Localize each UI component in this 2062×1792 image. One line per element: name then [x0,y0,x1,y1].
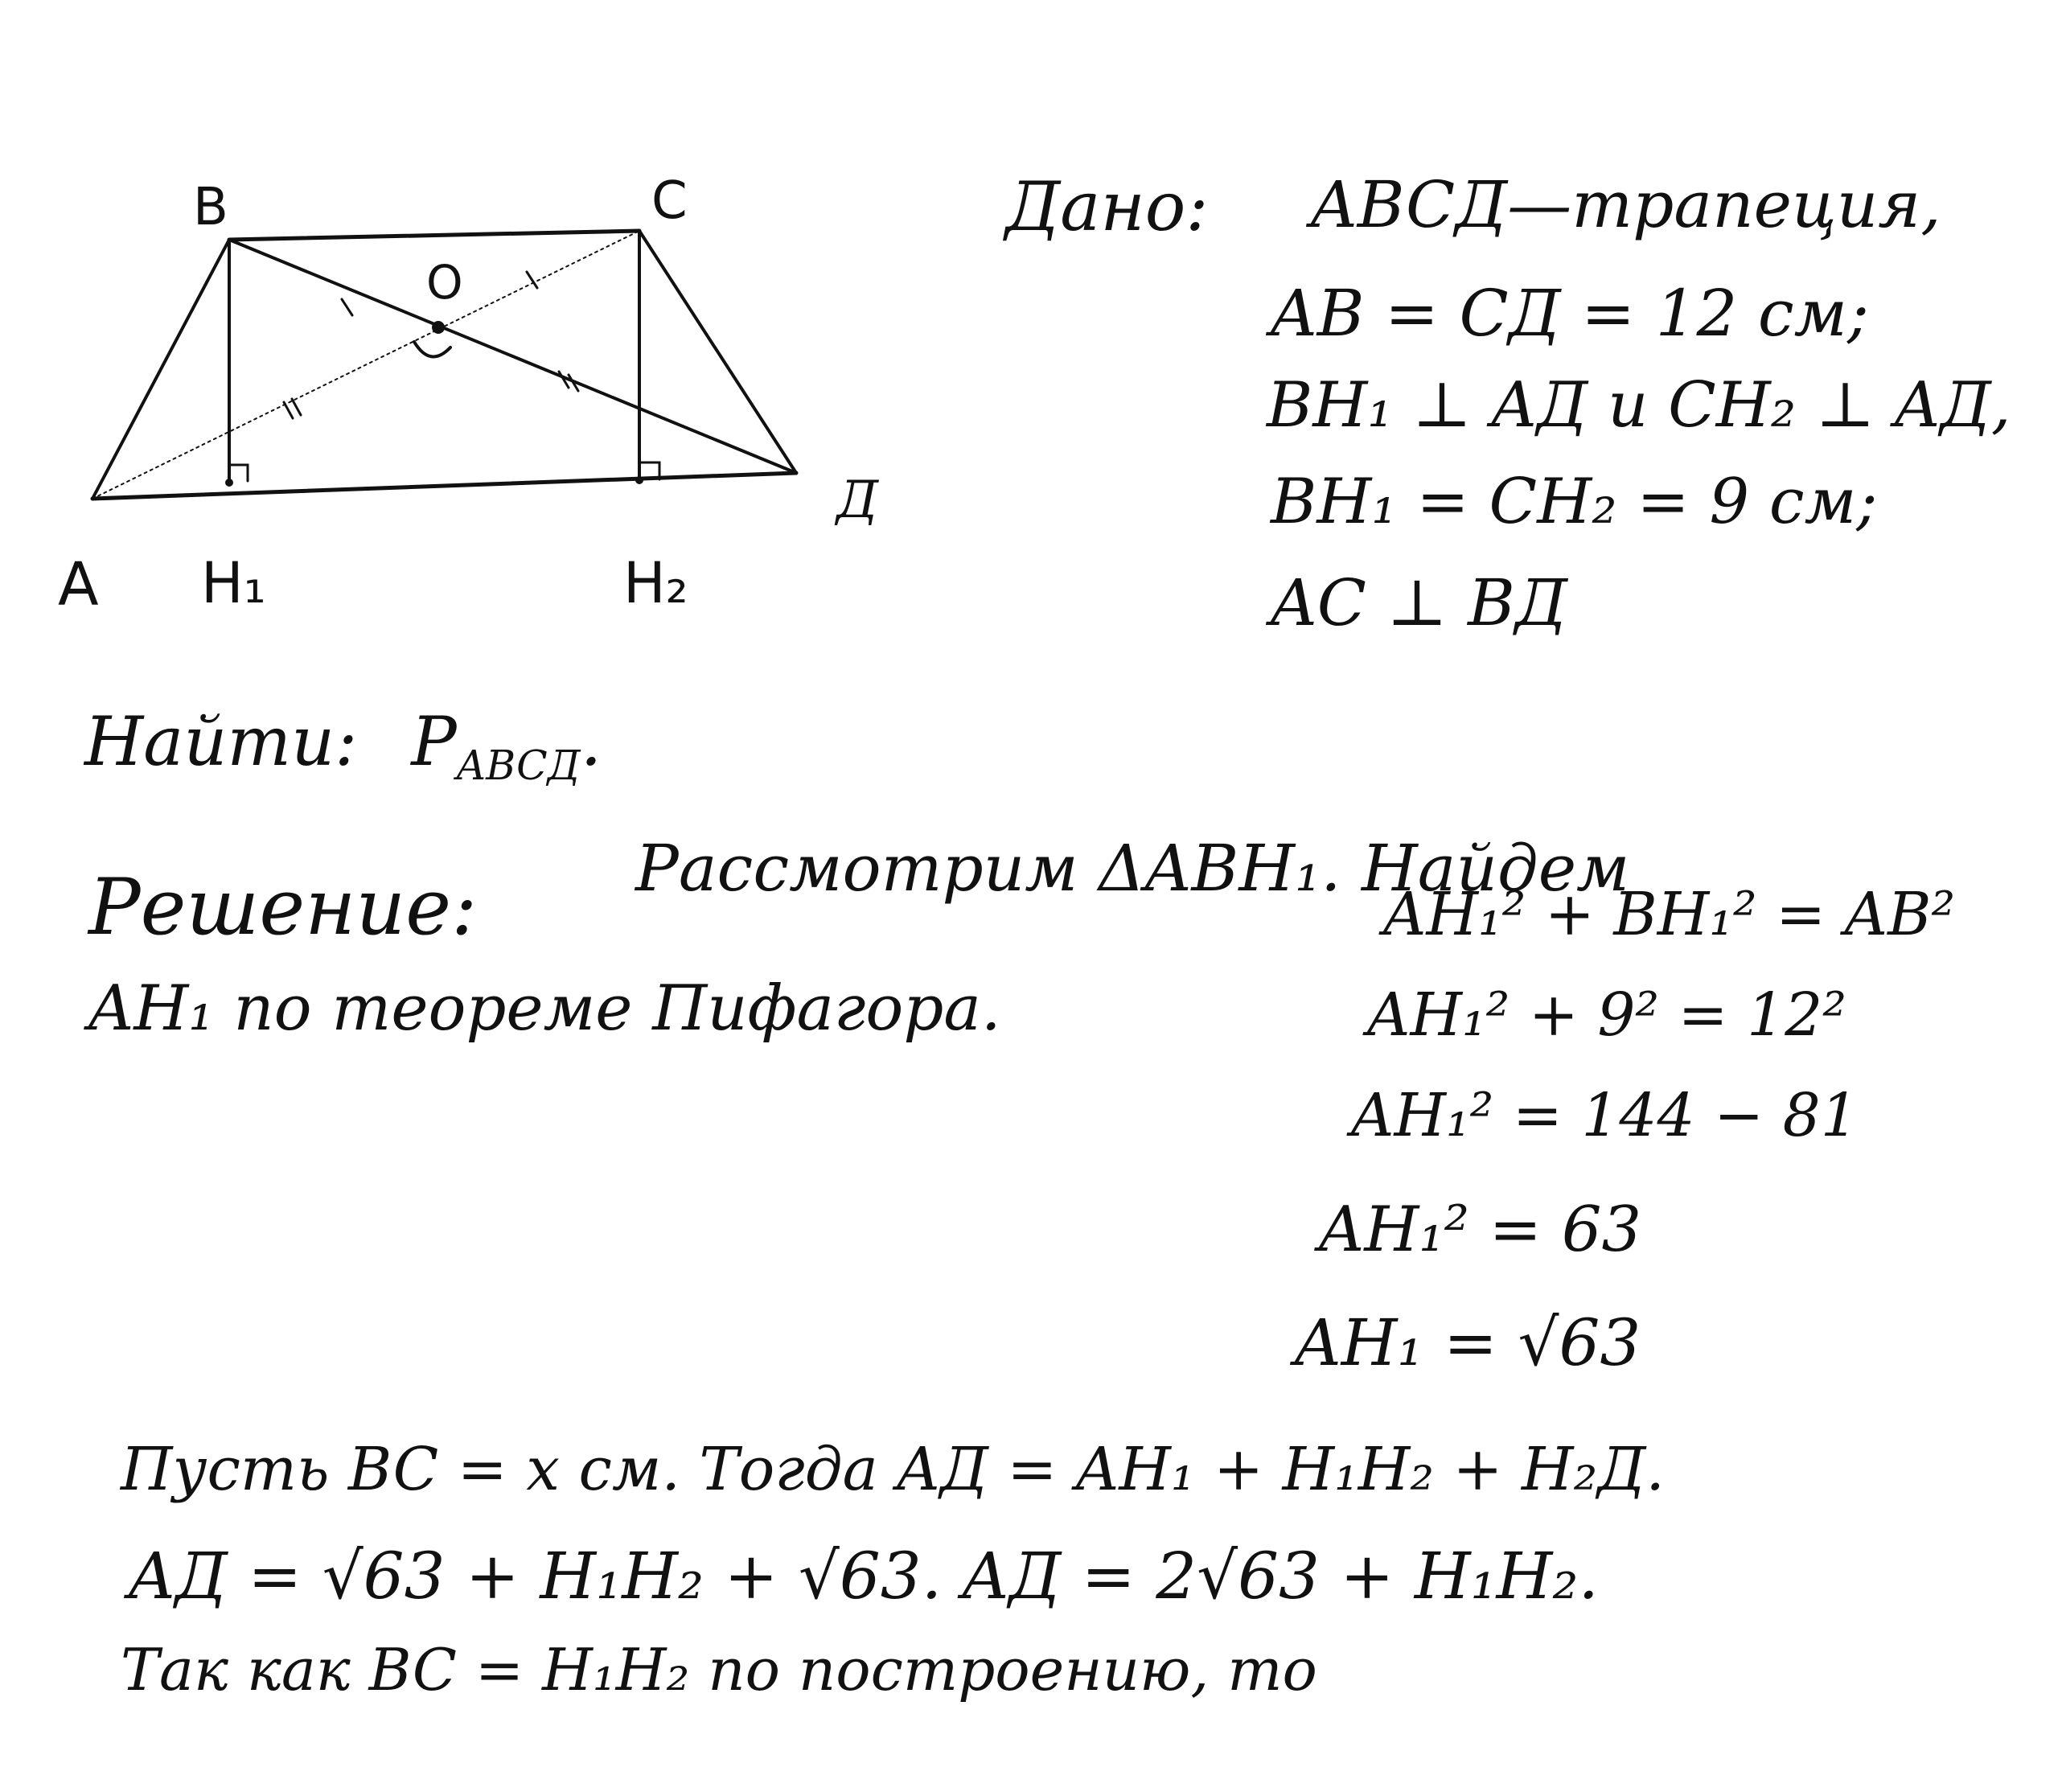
given-line-2: AB = CД = 12 см; [1271,276,1869,351]
tail-line-1: Пусть BC = x см. Тогда AД = AH₁ + H₁H₂ + H₂Д. [121,1435,1665,1504]
equation-5: AH₁ = √63 [1295,1305,1641,1380]
label-h2: H₂ [623,550,688,616]
given-label: Дано: [1005,167,1209,246]
given-line-3: BH₁ ⊥ AД и CH₂ ⊥ AД, [1267,369,2011,442]
right-angle-o [414,342,450,356]
side-bc [229,231,639,240]
given-line-5: AC ⊥ BД [1271,565,1567,640]
find-line [84,702,602,789]
given-line-4: BH₁ = CH₂ = 9 см; [1271,466,1878,538]
find-end: . [580,702,602,781]
tail-line-2: AД = √63 + H₁H₂ + √63. AД = 2√63 + H₁H₂. [129,1539,1599,1613]
point-o [432,321,445,334]
point-h2 [635,476,643,484]
label-c: C [651,171,688,231]
label-h1: H₁ [201,550,266,616]
tick-bo [342,299,352,315]
equation-2: AH₁² + 9² = 12² [1367,980,1846,1050]
equation-1: AH₁² + BH₁² = AB² [1383,880,1956,949]
side-ad [92,473,796,499]
tick-ao-2 [292,399,301,415]
equation-3: AH₁² = 144 − 81 [1351,1081,1859,1150]
equation-4: AH₁² = 63 [1319,1194,1642,1266]
label-a: A [58,550,99,619]
diagonal-bd [229,240,796,473]
given-line-1: ABCД—трапеция, [1311,167,1941,242]
solution-line-2: AH₁ по теореме Пифагора. [88,972,1001,1045]
right-angle-h1 [229,465,248,481]
label-d: Д [836,471,879,530]
find-value: P [411,702,457,781]
diagonal-ac [92,231,639,499]
tail-line-3: Так как BC = H₁H₂ по построению, то [121,1636,1317,1704]
side-ab [92,240,229,499]
label-b: B [193,178,228,237]
label-o: O [426,255,463,310]
point-h1 [225,479,233,487]
find-label: Найти: [84,702,358,781]
find-subscript: ABCД [456,741,581,789]
trapezoid-figure [0,0,885,643]
solution-label: Решение: [88,862,478,952]
tick-ao-1 [284,402,293,418]
side-cd [639,231,796,473]
solution-line-1: Рассмотрим ΔABH₁. Найдем [635,831,1630,906]
